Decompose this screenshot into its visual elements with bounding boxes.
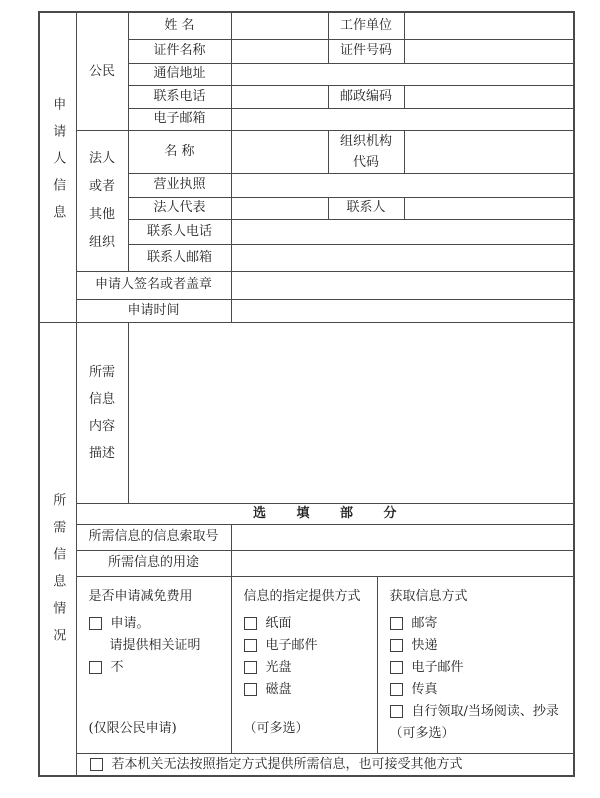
obtain-method-footer: （可多选） — [389, 725, 455, 741]
obtain-express-checkbox[interactable] — [390, 639, 403, 652]
id-number-label: 证件号码 — [328, 39, 404, 63]
org-name-label: 名 称 — [128, 130, 231, 173]
obtain-self-pickup-label: 自行领取/当场阅读、抄录 — [411, 703, 559, 719]
provide-disk-checkbox[interactable] — [244, 683, 257, 696]
citizen-group-label: 公民 — [76, 12, 128, 130]
obtain-fax-option — [390, 679, 438, 701]
postal-code-value[interactable] — [404, 85, 574, 108]
other-method-checkbox[interactable] — [90, 758, 103, 771]
provide-email-label: 电子邮件 — [265, 637, 318, 653]
provide-cd-label: 光盘 — [265, 659, 292, 675]
license-label: 营业执照 — [128, 173, 231, 197]
optional-section-title: 选 填 部 分 — [76, 503, 574, 524]
obtain-fax-label: 传真 — [411, 681, 438, 697]
license-value[interactable] — [231, 173, 574, 197]
fee-apply-note: 请提供相关证明 — [109, 637, 201, 653]
provide-disk-label: 磁盘 — [265, 681, 292, 697]
obtain-express-option — [390, 635, 438, 657]
fee-apply-label: 申请。 — [110, 615, 150, 631]
description-label: 所需信息内容描述 — [88, 364, 115, 461]
organization-group-cell — [76, 130, 128, 271]
contact-person-value[interactable] — [404, 197, 574, 219]
id-type-label: 证件名称 — [128, 39, 231, 63]
apply-time-label: 申请时间 — [76, 299, 231, 322]
name-label: 姓 名 — [128, 12, 231, 39]
other-method-row — [76, 753, 574, 776]
obtain-mail-label: 邮寄 — [411, 615, 438, 631]
provide-paper-checkbox[interactable] — [244, 617, 257, 630]
representative-label: 法人代表 — [128, 197, 231, 219]
work-unit-label: 工作单位 — [328, 12, 404, 39]
org-code-cell — [328, 130, 404, 173]
obtain-email-checkbox[interactable] — [390, 661, 403, 674]
contact-person-phone-label: 联系人电话 — [128, 219, 231, 244]
signature-value[interactable] — [231, 271, 574, 299]
fee-apply-option — [89, 613, 150, 635]
obtain-fax-checkbox[interactable] — [390, 683, 403, 696]
required-section-cell — [39, 322, 76, 776]
contact-phone-label: 联系电话 — [128, 85, 231, 108]
contact-phone-value[interactable] — [231, 85, 328, 108]
fee-no-label: 不 — [110, 659, 124, 675]
obtain-express-label: 快递 — [411, 637, 438, 653]
org-code-label: 组织机构代码 — [339, 133, 392, 170]
index-number-label: 所需信息的信息索取号 — [76, 524, 231, 550]
org-name-value[interactable] — [231, 130, 328, 173]
fee-no-checkbox[interactable] — [89, 661, 102, 674]
provide-paper-option — [244, 613, 292, 635]
apply-time-value[interactable] — [231, 299, 574, 322]
id-type-value[interactable] — [231, 39, 328, 63]
fee-waiver-column — [76, 576, 231, 753]
obtain-email-option — [390, 657, 464, 679]
fee-no-option — [89, 657, 124, 679]
required-section-label: 所需信息情况 — [50, 492, 66, 655]
email-label: 电子邮箱 — [128, 108, 231, 130]
other-method-label: 若本机关无法按照指定方式提供所需信息，也可接受其他方式 — [111, 756, 463, 772]
purpose-value[interactable] — [231, 550, 574, 576]
index-number-value[interactable] — [231, 524, 574, 550]
fee-waiver-footer: (仅限公民申请) — [88, 720, 177, 736]
id-number-value[interactable] — [404, 39, 574, 63]
description-value[interactable] — [128, 322, 574, 503]
name-value[interactable] — [231, 12, 328, 39]
provide-method-column — [231, 576, 377, 753]
obtain-mail-checkbox[interactable] — [390, 617, 403, 630]
obtain-self-pickup-checkbox[interactable] — [390, 705, 403, 718]
contact-person-email-label: 联系人邮箱 — [128, 244, 231, 271]
work-unit-value[interactable] — [404, 12, 574, 39]
application-form — [38, 11, 575, 777]
representative-value[interactable] — [231, 197, 328, 219]
obtain-method-column — [377, 576, 574, 753]
provide-cd-option — [244, 657, 292, 679]
provide-email-checkbox[interactable] — [244, 639, 257, 652]
contact-person-label: 联系人 — [328, 197, 404, 219]
purpose-label: 所需信息的用途 — [76, 550, 231, 576]
postal-code-label: 邮政编码 — [328, 85, 404, 108]
signature-label: 申请人签名或者盖章 — [76, 271, 231, 299]
contact-person-phone-value[interactable] — [231, 219, 574, 244]
provide-email-option — [244, 635, 318, 657]
obtain-self-pickup-option — [390, 701, 559, 723]
provide-cd-checkbox[interactable] — [244, 661, 257, 674]
obtain-email-label: 电子邮件 — [411, 659, 464, 675]
provide-method-footer: （可多选） — [243, 720, 309, 736]
provide-method-header: 信息的指定提供方式 — [243, 588, 361, 604]
provide-paper-label: 纸面 — [265, 615, 292, 631]
email-value[interactable] — [231, 108, 574, 130]
fee-apply-checkbox[interactable] — [89, 617, 102, 630]
applicant-section-cell — [39, 12, 76, 322]
fee-waiver-header: 是否申请减免费用 — [88, 588, 193, 604]
organization-group-label: 法人或者其他组织 — [88, 150, 115, 250]
address-value[interactable] — [231, 63, 574, 85]
obtain-mail-option — [390, 613, 438, 635]
contact-person-email-value[interactable] — [231, 244, 574, 271]
provide-disk-option — [244, 679, 292, 701]
applicant-section-label: 申请人信息 — [50, 96, 66, 232]
address-label: 通信地址 — [128, 63, 231, 85]
obtain-method-header: 获取信息方式 — [389, 588, 468, 604]
description-label-cell — [76, 322, 128, 503]
org-code-value[interactable] — [404, 130, 574, 173]
